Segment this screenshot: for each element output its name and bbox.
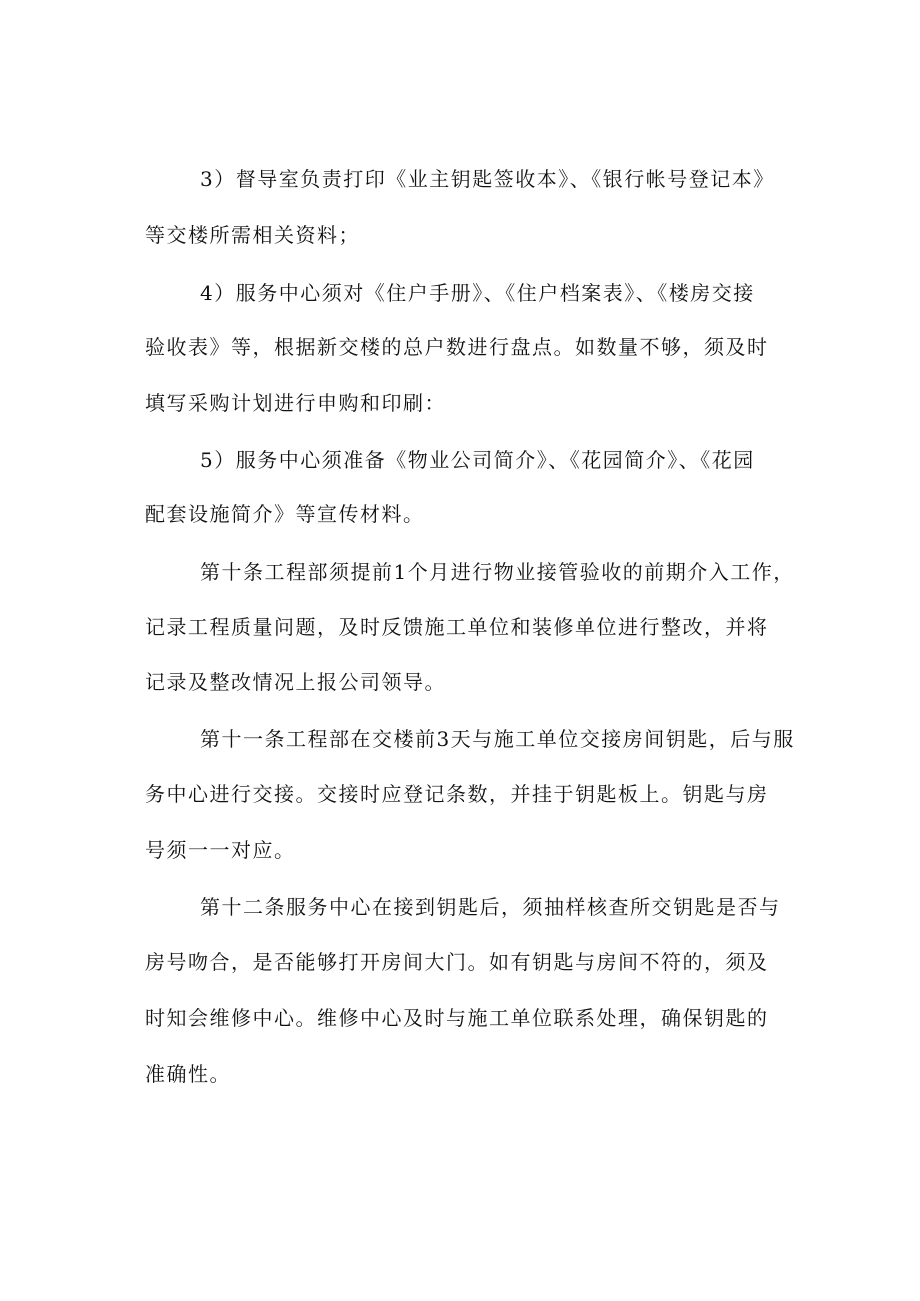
- paragraph-item-3-line-1: 3）督导室负责打印《业主钥匙签收本》、《银行帐号登记本》: [200, 167, 775, 191]
- paragraph-item-3-line-2: 等交楼所需相关资料；: [145, 223, 360, 247]
- paragraph-item-5-line-2: 配套设施简介》等宣传材料。: [145, 502, 425, 526]
- paragraph-item-4-line-3: 填写采购计划进行申购和印刷：: [145, 391, 446, 415]
- paragraph-article-10-line-3: 记录及整改情况上报公司领导。: [145, 670, 446, 694]
- paragraph-article-12-line-2: 房号吻合，是否能够打开房间大门。如有钥匙与房间不符的，须及: [145, 950, 769, 974]
- paragraph-item-5-line-1: 5）服务中心须准备《物业公司简介》、《花园简介》、《花园: [200, 448, 755, 472]
- paragraph-article-12-line-4: 准确性。: [145, 1062, 231, 1086]
- paragraph-article-10-line-1: 第十条工程部须提前1个月进行物业接管验收的前期介入工作，: [200, 560, 795, 584]
- paragraph-article-11-line-1: 第十一条工程部在交楼前3天与施工单位交接房间钥匙，后与服: [200, 727, 795, 751]
- paragraph-article-11-line-2: 务中心进行交接。交接时应登记条数，并挂于钥匙板上。钥匙与房: [145, 782, 769, 806]
- paragraph-item-4-line-1: 4）服务中心须对《住户手册》、《住户档案表》、《楼房交接: [200, 281, 755, 305]
- paragraph-article-12-line-3: 时知会维修中心。维修中心及时与施工单位联系处理，确保钥匙的: [145, 1006, 769, 1030]
- paragraph-article-10-line-2: 记录工程质量问题，及时反馈施工单位和装修单位进行整改，并将: [145, 615, 769, 639]
- paragraph-article-12-line-1: 第十二条服务中心在接到钥匙后，须抽样核查所交钥匙是否与: [200, 895, 781, 919]
- paragraph-article-11-line-3: 号须一一对应。: [145, 838, 296, 862]
- paragraph-item-4-line-2: 验收表》等，根据新交楼的总户数进行盘点。如数量不够，须及时: [145, 335, 769, 359]
